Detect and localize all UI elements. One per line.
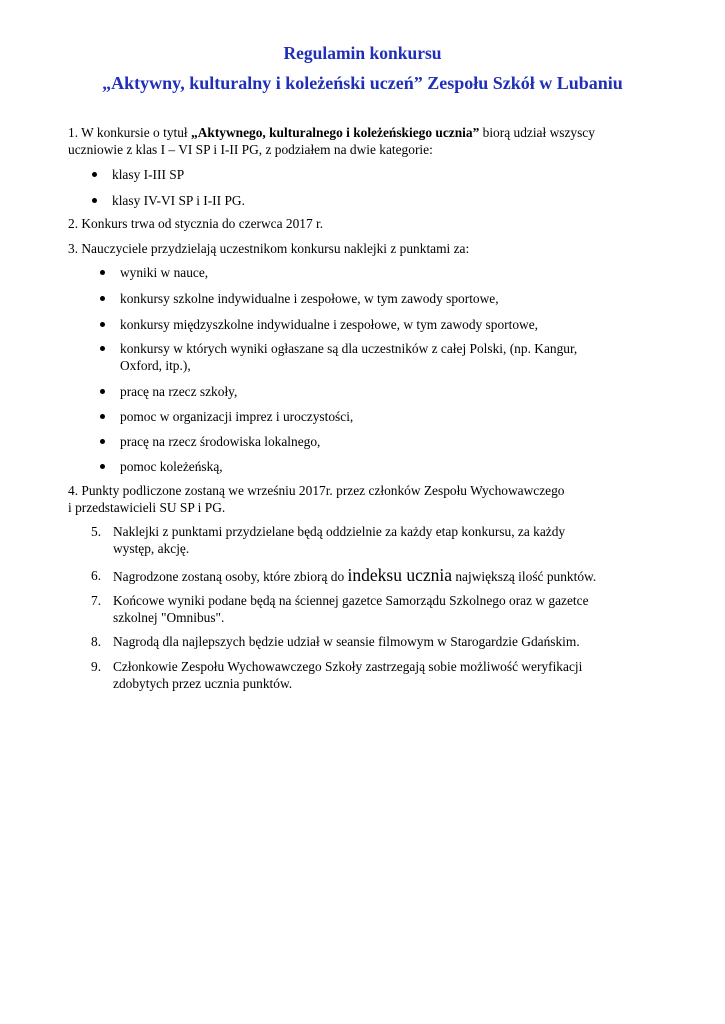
item-number: 6. (91, 568, 102, 583)
numbered-item-line: Członkowie Zespołu Wychowawczego Szkoły zastrzegają sobie możliwość weryfikacji (113, 659, 583, 674)
bullet-icon (100, 414, 105, 419)
paragraph-1-prefix: 1. W konkursie o tytuł (68, 125, 191, 140)
points-item: pomoc koleżeńską, (120, 459, 223, 474)
points-item: pracę na rzecz szkoły, (120, 384, 238, 399)
paragraph-1-bold: „Aktywnego, kulturalnego i koleżeńskiego ucznia” (191, 125, 480, 140)
points-item: konkursy szkolne indywidualne i zespołowe, w tym zawody sportowe, (120, 291, 499, 306)
numbered-item-line: szkolnej "Omnibus". (113, 610, 225, 625)
category-item: klasy IV-VI SP i I-II PG. (112, 193, 245, 208)
points-item: pracę na rzecz środowiska lokalnego, (120, 434, 321, 449)
bullet-icon (100, 439, 105, 444)
bullet-icon (100, 346, 105, 351)
numbered-item-text: Nagrodzone zostaną osoby, które zbiorą do (113, 569, 348, 584)
numbered-item-text: największą ilość punktów. (452, 569, 597, 584)
bullet-icon (100, 322, 105, 327)
paragraph-4-line-1: 4. Punkty podliczone zostaną we wrześniu 2017r. przez członków Zespołu Wychowawczego (68, 483, 565, 498)
numbered-item-line: Końcowe wyniki podane będą na ściennej gazetce Samorządu Szkolnego oraz w gazetce (113, 593, 589, 608)
points-item: pomoc w organizacji imprez i uroczystości, (120, 409, 354, 424)
bullet-icon (100, 296, 105, 301)
emphasized-text: indeksu ucznia (347, 565, 452, 585)
numbered-item-line: Naklejki z punktami przydzielane będą oddzielnie za każdy etap konkursu, za każdy (113, 524, 566, 539)
paragraph-1-line-1 (68, 124, 595, 141)
item-number: 9. (91, 659, 102, 674)
points-item: konkursy w których wyniki ogłaszane są dla uczestników z całej Polski, (np. Kangur, (120, 341, 578, 356)
bullet-icon (92, 172, 97, 177)
bullet-icon (100, 270, 105, 275)
paragraph-3: 3. Nauczyciele przydzielają uczestnikom konkursu naklejki z punktami za: (68, 241, 470, 256)
numbered-item-line: Nagrodą dla najlepszych będzie udział w seansie filmowym w Starogardzie Gdańskim. (113, 634, 580, 649)
points-item: wyniki w nauce, (120, 265, 209, 280)
paragraph-1-suffix: biorą udział wszyscy (479, 125, 595, 140)
numbered-item-line: zdobytych przez ucznia punktów. (113, 676, 293, 691)
title-line-1: Regulamin konkursu (283, 43, 442, 63)
item-number: 7. (91, 593, 102, 608)
category-item: klasy I-III SP (112, 167, 185, 182)
paragraph-2: 2. Konkurs trwa od stycznia do czerwca 2017 r. (68, 216, 324, 231)
bullet-icon (100, 389, 105, 394)
item-number: 5. (91, 524, 102, 539)
numbered-item-line (113, 564, 596, 588)
bullet-icon (100, 464, 105, 469)
paragraph-4-line-2: i przedstawicieli SU SP i PG. (68, 500, 226, 515)
numbered-item-line: występ, akcję. (113, 541, 190, 556)
bullet-icon (92, 198, 97, 203)
title-line-2: „Aktywny, kulturalny i koleżeński uczeń” Zespołu Szkół w Lubaniu (102, 73, 623, 93)
item-number: 8. (91, 634, 102, 649)
points-item-continued: Oxford, itp.), (120, 358, 191, 373)
points-item: konkursy międzyszkolne indywidualne i zespołowe, w tym zawody sportowe, (120, 317, 538, 332)
paragraph-1-line-2: uczniowie z klas I – VI SP i I-II PG, z podziałem na dwie kategorie: (68, 142, 433, 157)
